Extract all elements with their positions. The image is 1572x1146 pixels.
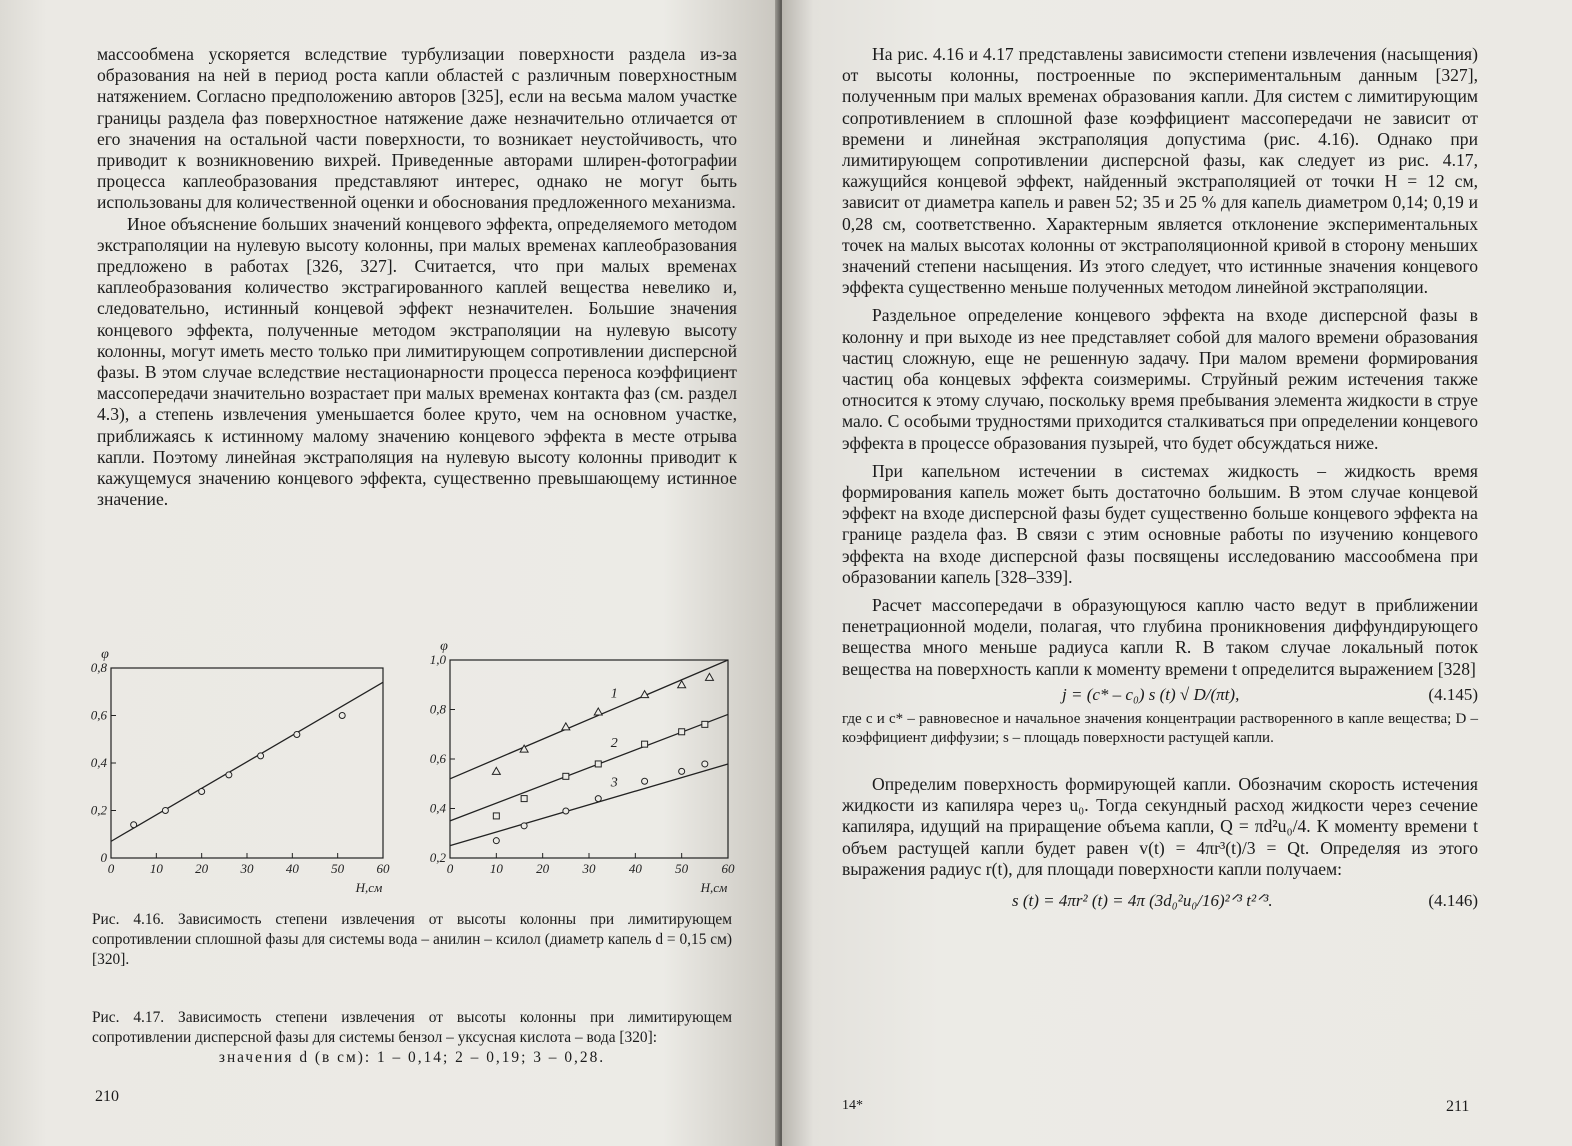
x-tick-label: 30 xyxy=(582,861,596,876)
y-tick-label: 0,4 xyxy=(90,755,107,770)
right-page-text xyxy=(842,44,1478,916)
x-tick-label: 40 xyxy=(285,861,299,876)
figure-4-17-svg xyxy=(415,640,750,895)
y-tick-label: 0 xyxy=(100,850,107,865)
equation-number: (4.145) xyxy=(1428,684,1478,704)
formula-4-145 xyxy=(842,680,1478,710)
x-tick-label: 10 xyxy=(489,861,503,876)
data-point xyxy=(258,753,264,759)
data-point xyxy=(563,808,569,814)
paragraph: Определим поверхность формирующей капли. Обозначим скорость истечения жидкости из капиляра через u₀. Тогда секундный расход жидкости через сечение капиляра, идущий на приращение объема капли, Q = πd²u₀/4. К моменту времени t объем растущей капли будет равен v(t) = 4πr³(t)/3 = Qt. Определяя из этого выражения радиус r(t), для площади поверхности капли получаем: xyxy=(842,773,1478,879)
data-point xyxy=(702,721,708,727)
y-axis-label: φ xyxy=(101,647,109,662)
data-point xyxy=(162,808,168,814)
data-point xyxy=(339,713,345,719)
data-point xyxy=(562,723,570,730)
formula-4-146 xyxy=(842,886,1478,916)
figure-4-17-caption xyxy=(92,1008,732,1068)
paragraph: При капельном истечении в системах жидкость – жидкость время формирования капель может быть достаточно большим. В этом случае концевой эффект на входе дисперсной фазы будет существенно больше концевого эффекта на границе раздела фаз. В связи с этим основные работы по изучению концевого эффекта на входе дисперсной фазы посвящены исследованию массообмена при образовании капель [328–339]. xyxy=(842,460,1478,587)
data-point xyxy=(521,796,527,802)
data-point xyxy=(705,673,713,680)
figure-4-17-caption-values: значения d (в см): 1 – 0,14; 2 – 0,19; 3 – 0,28. xyxy=(218,1049,606,1066)
x-axis-label: H,см xyxy=(355,880,383,895)
plot-frame xyxy=(111,668,383,858)
x-tick-label: 60 xyxy=(721,861,735,876)
x-tick-label: 0 xyxy=(446,861,454,876)
page-number-right: 211 xyxy=(1446,1098,1470,1115)
paragraph: Иное объяснение больших значений концевого эффекта, определяемого методом экстраполяции на нулевую высоту колонны, при малых временах каплеобразования предложено в работах [326, 327]. Считается, что при малых временах каплеобразования количество экстрагированного каплей вещества невелико и, следовательно, истинный концевой эффект незначителен. Большие значения концевого эффекта, полученные методом экстраполяции на нулевую высоту колонны, могут иметь место только при лимитирующем сопротивлении дисперсной фазы. В этом случае вследствие нестационарности процесса переноса коэффициент массопередачи значительно возрастает при малых временах контакта фаз (см. раздел 4.3), а степень извлечения уменьшается более круто, чем на основном участке, приближаясь к истинному малому значению концевого эффекта в месте отрыва капли. Поэтому линейная экстраполяция на нулевую высоту колонны приводит к кажущемуся значению концевого эффекта, существенно превышающему истинное значение. xyxy=(97,213,737,510)
paragraph: Расчет массопередачи в образующуюся каплю часто ведут в приближении пенетрационной модели, полагая, что глубина проникновения диффундирующего вещества много меньше радиуса капли R. В таком случае локальный поток вещества на поверхность капли к моменту времени t определится выражением [328] xyxy=(842,595,1478,679)
x-tick-label: 0 xyxy=(107,861,115,876)
left-page xyxy=(0,0,780,1146)
fit-line xyxy=(111,682,383,841)
y-tick-label: 0,8 xyxy=(429,701,446,717)
data-point xyxy=(492,767,500,774)
data-point xyxy=(226,772,232,778)
data-point xyxy=(642,778,648,784)
figure-4-16-svg xyxy=(78,640,408,895)
data-point xyxy=(493,838,499,844)
y-tick-label: 0,2 xyxy=(429,850,446,865)
y-tick-label: 0,8 xyxy=(90,660,107,675)
signature-mark: 14* xyxy=(842,1098,863,1113)
paragraph: На рис. 4.16 и 4.17 представлены зависимости степени извлечения (насыщения) от высоты колонны, построенные по экспериментальным данным [327], полученным при малых временах образования капли. Для систем с лимитирующим сопротивлением в сплошной фазе коэффициент массопередачи не зависит от времени и линейная экстраполяция допустима (рис. 4.16). Однако при лимитирующем сопротивлении дисперсной фазы, как следует из рис. 4.17, кажущийся концевой эффект, найденный экстраполяцией от точки H = 12 см, зависит от диаметра капель и равен 52; 35 и 25 % для капель диаметром 0,14; 0,19 и 0,28 см, соответственно. Характерным является отклонение экспериментальных точек на малых высотах колонны от экстраполяционной кривой в сторону меньших значений степени насыщения. Из этого следует, что истинные значения концевого эффекта существенно меньше полученных методом линейной экстраполяции. xyxy=(842,44,1478,298)
x-tick-label: 20 xyxy=(195,861,209,876)
figure-4-17-chart xyxy=(415,640,750,895)
data-point xyxy=(595,796,601,802)
x-tick-label: 50 xyxy=(675,861,689,876)
x-tick-label: 50 xyxy=(331,861,345,876)
x-axis-label: H,см xyxy=(700,880,728,895)
x-tick-label: 30 xyxy=(240,861,254,876)
fit-line xyxy=(450,660,728,779)
series-label: 3 xyxy=(610,775,618,791)
y-axis-label: φ xyxy=(440,640,448,654)
page-number-left: 210 xyxy=(95,1088,119,1105)
left-page-text xyxy=(97,44,737,510)
paragraph: массообмена ускоряется вследствие турбулизации поверхности раздела из-за образования на ней в период роста капли областей с различным поверхностным натяжением. Согласно предположению авторов [325], если на весьма малом участке границы раздела фаз поверхностное натяжение даже незначительно отличается от его значения на остальной части поверхности, то возникает неустойчивость, что приводит к возникновению вихрей. Приведенные авторами шлирен-фотографии процесса каплеобразования представляют интерес, однако не могут быть использованы для количественной оценки и обоснования предложенного механизма. xyxy=(97,44,737,213)
x-tick-label: 40 xyxy=(628,861,642,876)
y-tick-label: 0,6 xyxy=(90,707,107,723)
x-tick-label: 60 xyxy=(376,861,390,876)
data-point xyxy=(642,741,648,747)
data-point xyxy=(679,729,685,735)
figure-4-16-chart xyxy=(78,640,408,895)
series-label: 1 xyxy=(610,686,618,702)
data-point xyxy=(678,681,686,688)
paragraph: Раздельное определение концевого эффекта на входе дисперсной фазы в колонну и при выходе из нее представляет собой для малого времени образования частиц сложную, еще не решенную задачу. При малом времени формирования частиц оба концевых эффекта соизмеримы. Струйный режим истечения также относится к этому случаю, поскольку время пребывания элемента жидкости в струе мало. С особыми трудностями приходится сталкиваться при определении концевого эффекта в процессе образования пузырей, что будет обсуждаться ниже. xyxy=(842,305,1478,453)
data-point xyxy=(563,773,569,779)
y-tick-label: 0,4 xyxy=(429,800,446,816)
data-point xyxy=(594,708,602,715)
x-tick-label: 20 xyxy=(536,861,550,876)
plot-frame xyxy=(450,660,728,858)
data-point xyxy=(679,768,685,774)
data-point xyxy=(294,732,300,738)
y-tick-label: 0,6 xyxy=(429,751,446,766)
data-point xyxy=(131,822,137,828)
definitions: где c и c* – равновесное и начальное значения концентрации растворенного в капле вещества; D – коэффициент диффузии; s – площадь поверхности растущей капли. xyxy=(842,710,1478,746)
figure-4-16-caption: Рис. 4.16. Зависимость степени извлечения от высоты колонны при лимитирующем сопротивлении сплошной фазы для системы вода – анилин – ксилол (диаметр капель d = 0,15 см) [320]. xyxy=(92,911,732,968)
data-point xyxy=(493,813,499,819)
formula-expression: j = (c* – c₀) s (t) √ D/(πt), xyxy=(1062,684,1240,704)
data-point xyxy=(702,761,708,767)
data-point xyxy=(199,789,205,795)
figure-4-17-caption-text: Рис. 4.17. Зависимость степени извлечения от высоты колонны при лимитирующем сопротивлении дисперсной фазы для системы бензол – уксусная кислота – вода [320]: xyxy=(92,1009,732,1046)
equation-number: (4.146) xyxy=(1428,890,1478,910)
data-point xyxy=(521,823,527,829)
series-label: 2 xyxy=(610,736,618,752)
formula-expression: s (t) = 4πr² (t) = 4π (3d₀²u₀/16)²ᐟ³ t²ᐟ³. xyxy=(1012,890,1273,910)
data-point xyxy=(595,761,601,767)
x-tick-label: 10 xyxy=(149,861,163,876)
y-tick-label: 1,0 xyxy=(429,652,446,667)
y-tick-label: 0,2 xyxy=(90,802,107,818)
